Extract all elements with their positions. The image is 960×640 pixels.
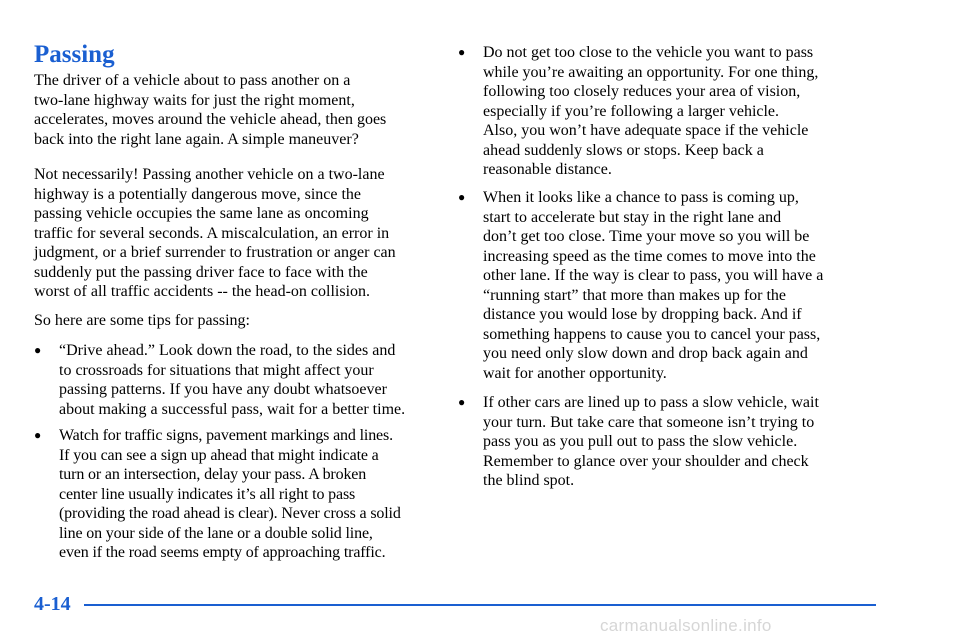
tip-text: If other cars are lined up to pass a slow vehicle, wait your turn. But take care that someone isn’t trying to pass you as you pull out to pass the slow vehicle. Remember to glance over your shoulder and check the blind spot.	[483, 394, 819, 489]
intro-paragraph-1: The driver of a vehicle about to pass another on a two‑lane highway waits for just the right moment, accelerates, moves around the vehicle ahead, then goes back into the right lane again. A simple maneuver?	[34, 72, 387, 148]
tip-text: “Drive ahead.” Look down the road, to the sides and to crossroads for situations that might affect your passing patterns. If you have any doubt whatsoever about making a successful pass, wait for a better time.	[59, 342, 406, 418]
page-number: 4-14	[34, 593, 71, 615]
tip-text: When it looks like a chance to pass is coming up, start to accelerate but stay in the right lane and don’t get too close. Time your move so you will be increasing speed as the time comes to move into the other lane. If the way is clear to pass, you will have a “running start” that more than makes up for the distance you would lose by dropping back. And if something happens to cause you to cancel your pass, you need only slow down and drop back again and wait for another opportunity.	[483, 189, 824, 382]
tip-text: Do not get too close to the vehicle you want to pass while you’re awaiting an opportunity. For one thing, following too closely reduces your area of vision, especially if you’re following a larger vehicle. Also, you won’t have adequate space if the vehicle ahead suddenly slows or stops. Keep back a reasonable distance.	[483, 44, 819, 178]
intro-paragraph-2: Not necessarily! Passing another vehicle on a two‑lane highway is a potentially dangerous move, since the passing vehicle occupies the same lane as oncoming traffic for several seconds. A miscalculation, an error in judgment, or a brief surrender to frustration or anger can suddenly put the passing driver face to face with the worst of all traffic accidents ‑‑ the head‑on collision.	[34, 166, 396, 300]
watermark: carmanualsonline.info	[600, 616, 772, 635]
intro-paragraph-3: So here are some tips for passing:	[34, 312, 250, 329]
bullet-icon: ●	[34, 428, 42, 442]
bullet-icon: ●	[34, 343, 42, 357]
page-title: Passing	[34, 41, 115, 68]
bullet-icon: ●	[458, 45, 466, 59]
tip-text: Watch for traffic signs, pavement markings and lines. If you can see a sign up ahead that might indicate a turn or an intersection, delay your pass. A broken center line usually indicates it’s all right to pass (providing the road ahead is clear). Never cross a solid line on your side of the lane or a double solid line, even if the road seems empty of approaching traffic.	[59, 427, 401, 561]
bullet-icon: ●	[458, 395, 466, 409]
footer-rule	[84, 604, 876, 606]
bullet-icon: ●	[458, 190, 466, 204]
